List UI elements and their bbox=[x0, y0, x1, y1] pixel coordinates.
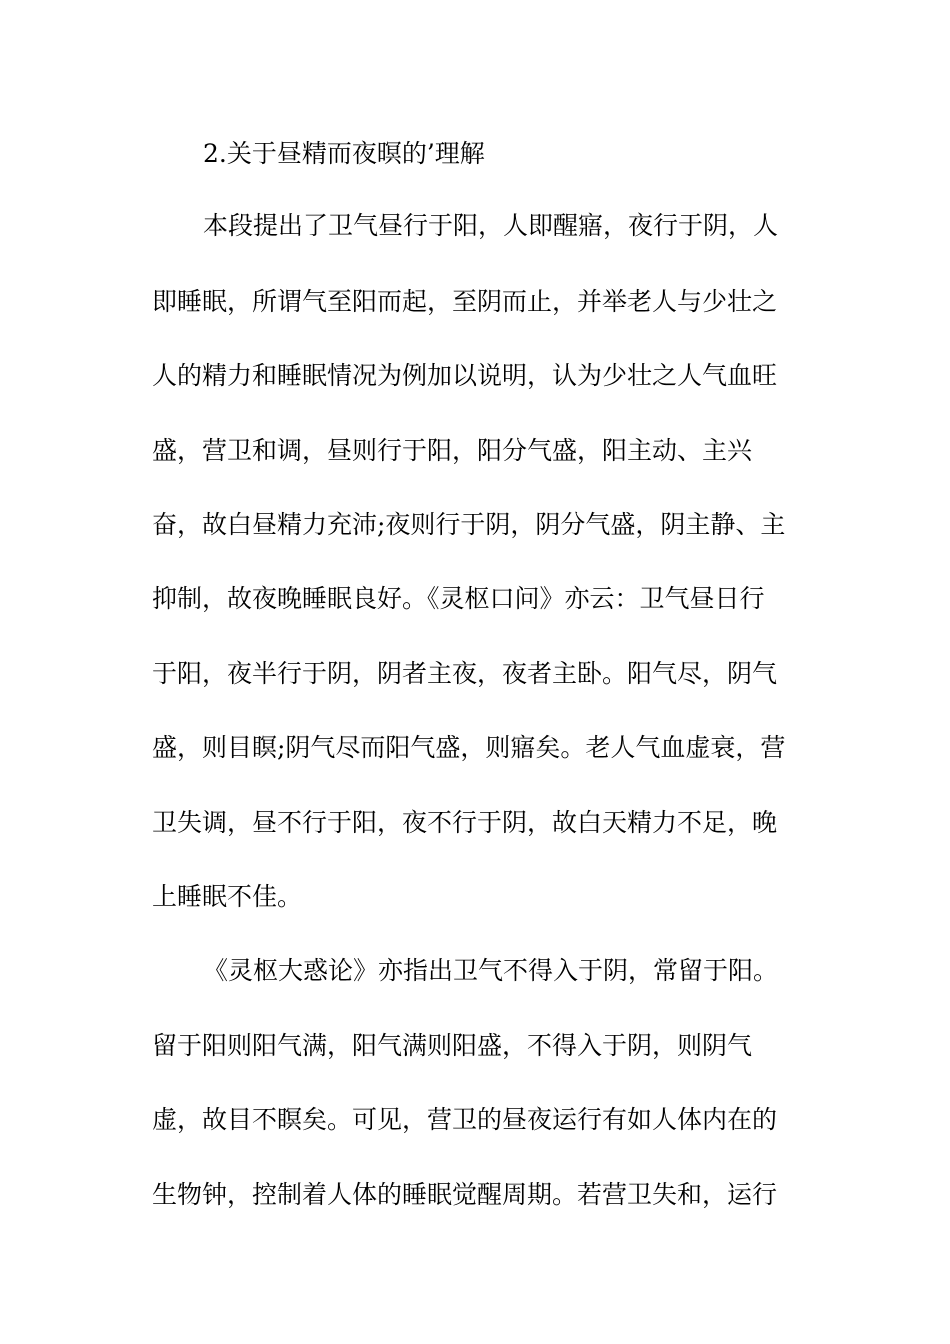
section-heading: 2.关于昼精而夜暝的’理解 bbox=[203, 139, 485, 168]
paragraph-line: 留于阳则阳气满，阳气满则阳盛，不得入于阴，则阴气 bbox=[152, 1031, 753, 1060]
paragraph-line: 虚，故目不瞑矣。可见，营卫的昼夜运行有如人体内在的 bbox=[152, 1105, 778, 1134]
paragraph-line: 盛，则目瞑;阴气尽而阳气盛，则寤矣。老人气血虚衰，营 bbox=[152, 733, 786, 762]
paragraph-line: 抑制，故夜晚睡眠良好。《灵枢口问》亦云：卫气昼日行 bbox=[152, 584, 765, 613]
paragraph-line: 盛，营卫和调，昼则行于阳，阳分气盛，阳主动、主兴 bbox=[152, 436, 753, 465]
paragraph-line: 即睡眠，所谓气至阳而起，至阴而止，并举老人与少壮之 bbox=[152, 287, 778, 316]
paragraph-line: 本段提出了卫气昼行于阳，人即醒寤，夜行于阴，人 bbox=[203, 211, 779, 240]
paragraph-line: 卫失调，昼不行于阳，夜不行于阴，故白天精力不足，晚 bbox=[152, 808, 778, 837]
paragraph-line: 生物钟，控制着人体的睡眠觉醒周期。若营卫失和，运行 bbox=[152, 1180, 778, 1209]
paragraph-line: 于阳，夜半行于阴，阴者主夜，夜者主卧。阳气尽，阴气 bbox=[152, 659, 778, 688]
paragraph-line: 《灵枢大惑论》亦指出卫气不得入于阴，常留于阳。 bbox=[203, 956, 779, 985]
paragraph-line: 奋，故白昼精力充沛;夜则行于阴，阴分气盛，阴主静、主 bbox=[152, 510, 786, 539]
paragraph-line: 上睡眠不佳。 bbox=[152, 882, 303, 911]
paragraph-line: 人的精力和睡眠情况为例加以说明，认为少壮之人气血旺 bbox=[152, 361, 778, 390]
